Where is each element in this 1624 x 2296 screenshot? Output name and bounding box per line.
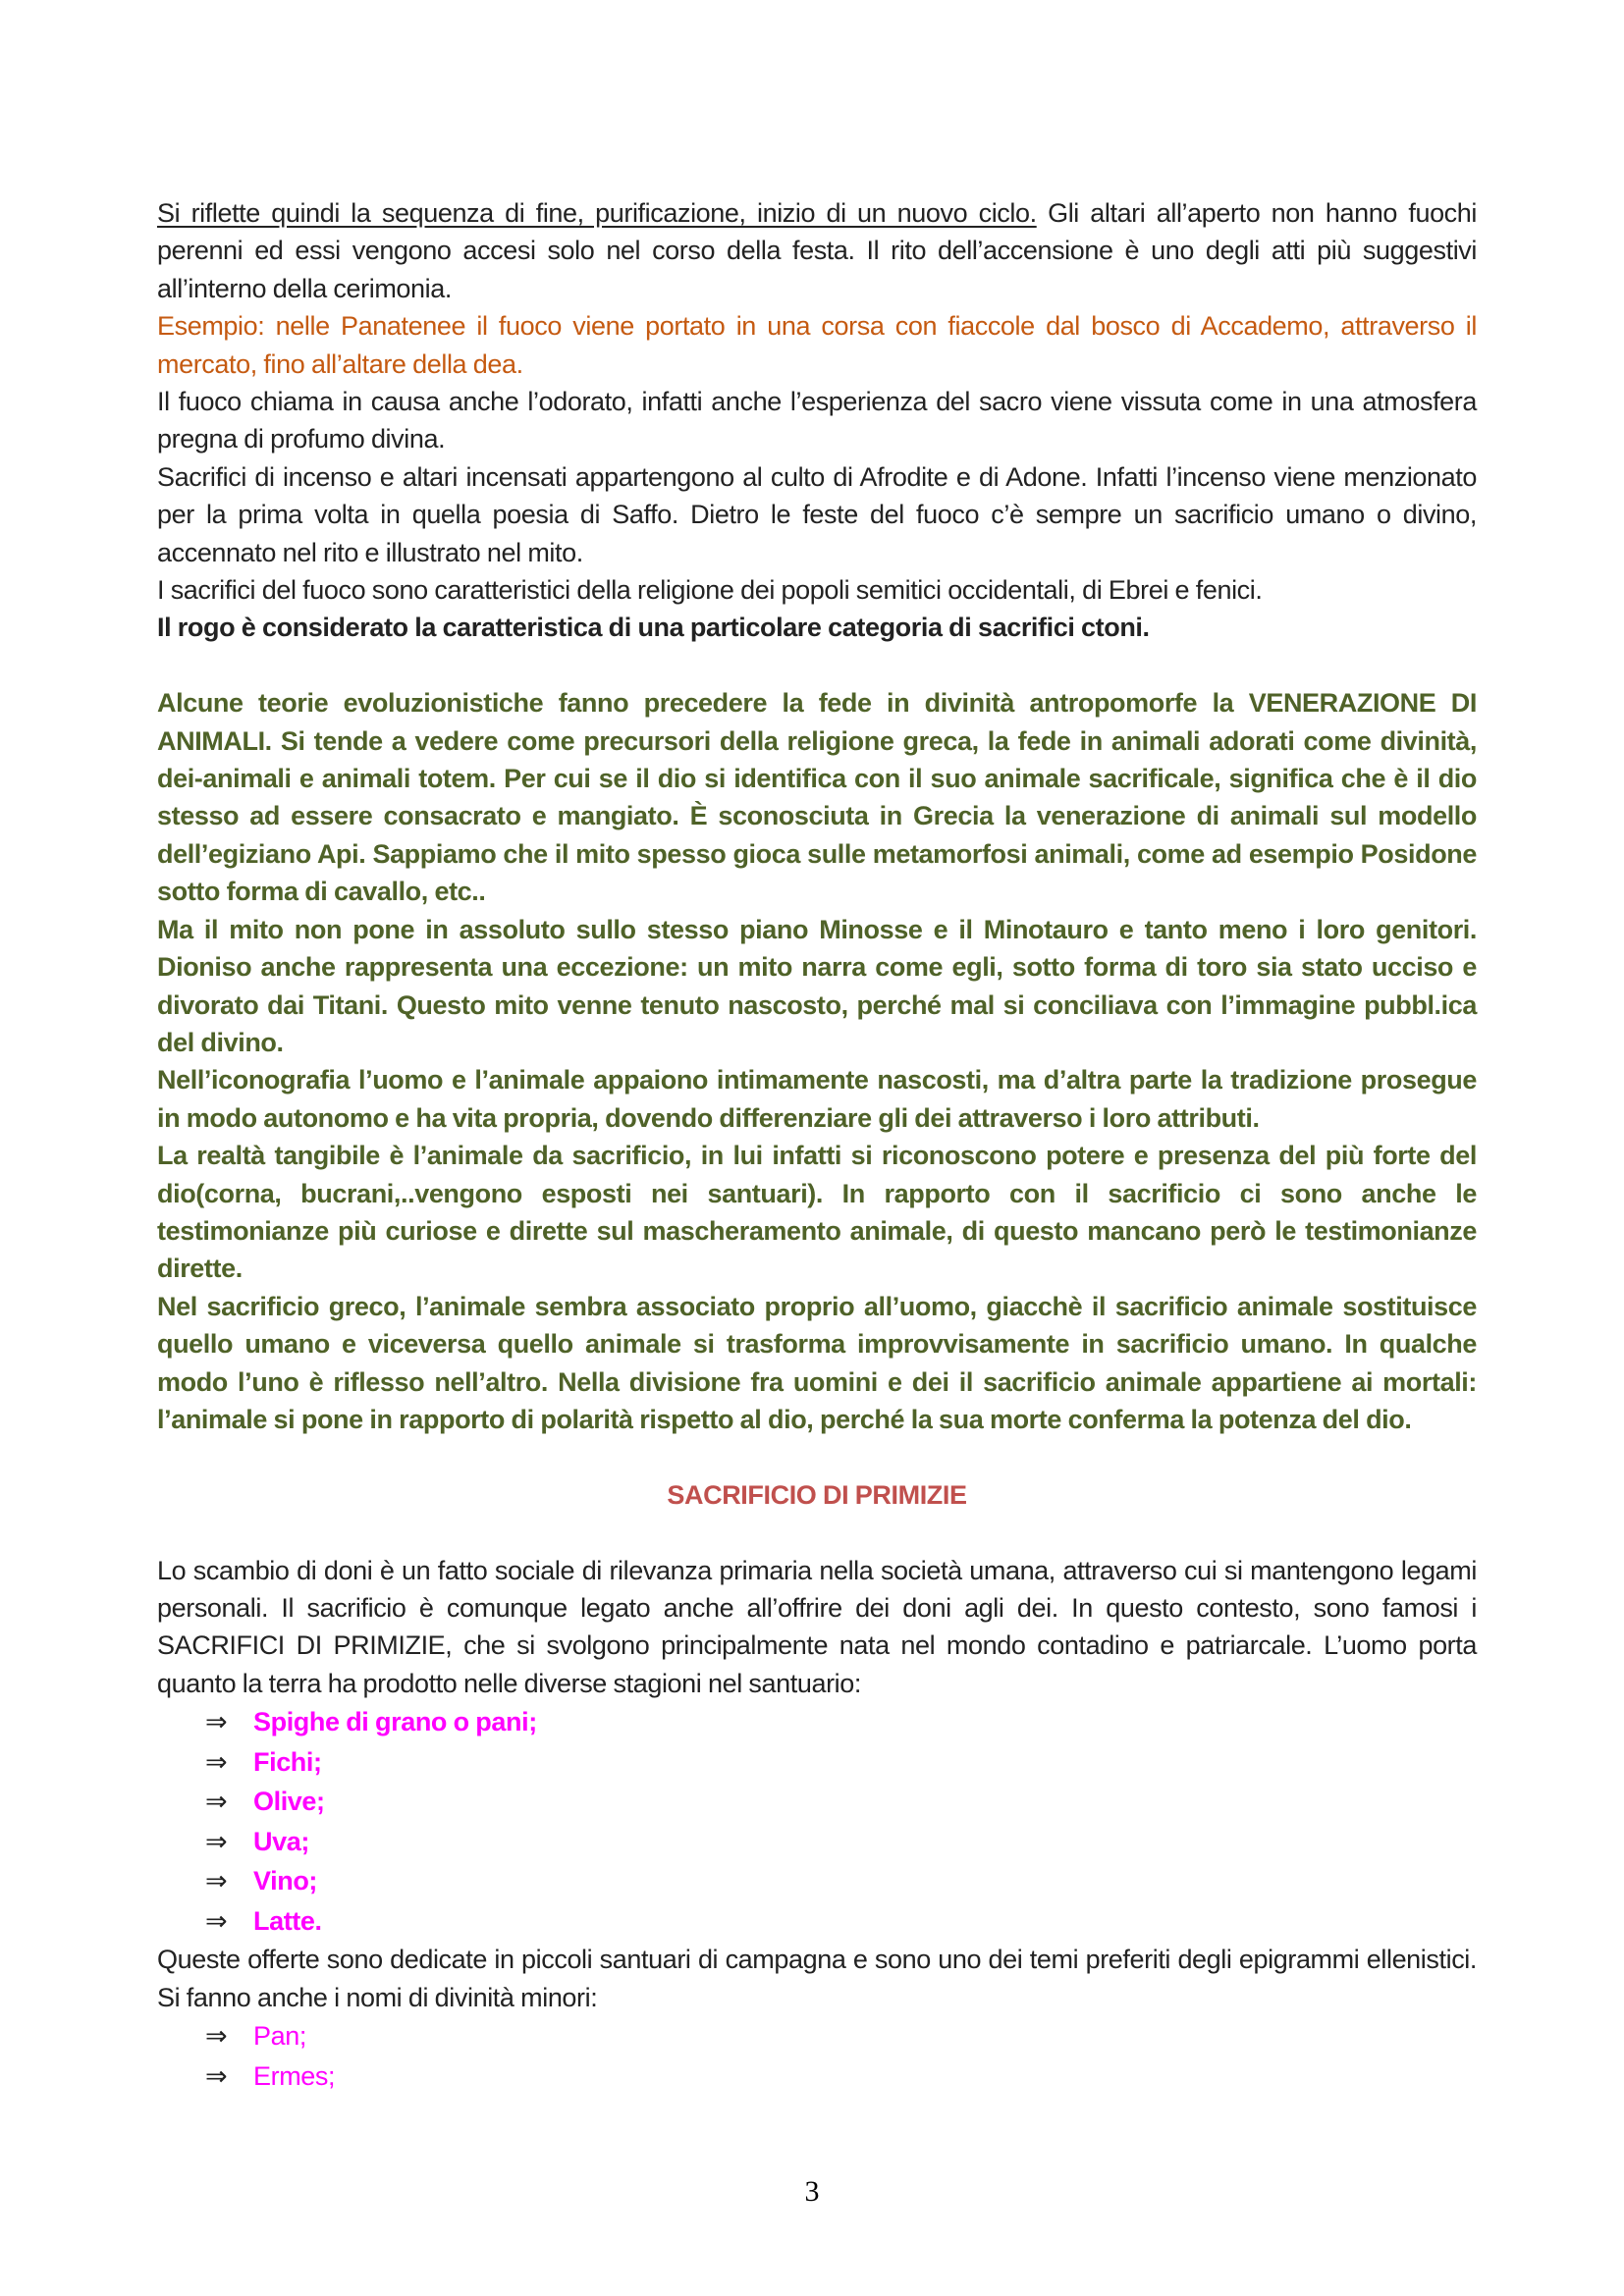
list-item	[205, 2056, 1477, 2097]
paragraph-fire-sacrifices: I sacrifici del fuoco sono caratteristici della religione dei popoli semitici occidentali, di Ebrei e fenici.	[157, 575, 1263, 606]
arrow-icon: ⇒	[205, 1866, 228, 1897]
section-heading: SACRIFICIO DI PRIMIZIE	[667, 1479, 967, 1510]
list-item	[205, 1742, 1477, 1783]
paragraph-text: Gli altari all’aperto non hanno fuochi perenni ed essi vengono accesi solo nel corso della festa. Il rito dell’accensione è uno degli atti più suggestivi all’interno della cerimonia.	[157, 198, 1477, 303]
page-number: 3	[804, 2175, 820, 2208]
underlined-sentence: Si riflette quindi la sequenza di fine, purificazione, inizio di un nuovo ciclo.	[157, 198, 1037, 228]
arrow-icon: ⇒	[205, 1787, 228, 1818]
spacer	[157, 1438, 1477, 1475]
list-item	[205, 2016, 1477, 2056]
list-item	[205, 1861, 1477, 1901]
offering-label: Vino;	[253, 1866, 317, 1896]
offerings-list	[157, 1702, 1477, 1941]
green-paragraph-2: Ma il mito non pone in assoluto sullo stesso piano Minosse e il Minotauro e tanto meno i loro genitori. Dioniso anche rappresenta una eccezione: un mito narra come egli, sotto forma di toro sia stato ucciso e divorato dai Titani. Questo mito venne tenuto nascosto, perché mal si conciliava con l’immagine pubbl.ica del divino.	[157, 914, 1477, 1057]
offering-label: Uva;	[253, 1826, 309, 1856]
arrow-icon: ⇒	[205, 1826, 228, 1857]
green-paragraph-3: Nell’iconografia l’uomo e l’animale appaiono intimamente nascosti, ma d’altra parte la tradizione prosegue in modo autonomo e ha vita propria, dovendo differenziare gli dei attraverso i loro attributi.	[157, 1065, 1477, 1133]
list-item	[205, 1782, 1477, 1822]
paragraph-cycle	[157, 194, 1477, 307]
arrow-icon: ⇒	[205, 1746, 228, 1778]
spacer	[157, 647, 1477, 684]
deity-label: Ermes;	[253, 2060, 336, 2091]
paragraph-incense: Sacrifici di incenso e altari incensati appartengono al culto di Afrodite e di Adone. Infatti l’incenso viene menzionato per la prima volta in quella poesia di Saffo. Dietro le feste del fuoco c’è sempre un sacrificio umano o divino, accennato nel rito e illustrato nel mito.	[157, 461, 1477, 567]
list-item	[205, 1822, 1477, 1862]
primizie-after: Queste offerte sono dedicate in piccoli santuari di campagna e sono uno dei temi preferiti degli epigrammi ellenistici. Si fanno anche i nomi di divinità minori:	[157, 1945, 1477, 2012]
offering-label: Olive;	[253, 1787, 325, 1817]
list-item	[205, 1702, 1477, 1742]
offering-label: Fichi;	[253, 1746, 322, 1777]
arrow-icon: ⇒	[205, 2060, 228, 2092]
example-paragraph: Esempio: nelle Panatenee il fuoco viene portato in una corsa con fiaccole dal bosco di Accademo, attraverso il mercato, fino all’altare della dea.	[157, 311, 1477, 379]
green-paragraph-4: La realtà tangibile è l’animale da sacrificio, in lui infatti si riconoscono potere e presenza del più forte del dio(corna, bucrani,..vengono esposti nei santuari). In rapporto con il sacrificio ci sono anche le testimonianze più curiose e dirette sul mascheramento animale, di questo mancano però le testimonianze dirette.	[157, 1141, 1477, 1284]
paragraph-pyre: Il rogo è considerato la caratteristica di una particolare categoria di sacrifici ctoni.	[157, 613, 1150, 643]
arrow-icon: ⇒	[205, 1905, 228, 1937]
green-paragraph-5: Nel sacrificio greco, l’animale sembra associato proprio all’uomo, giacchè il sacrificio animale sostituisce quello umano e viceversa quello animale si trasforma improvvisamente in sacrificio umano. In qualche modo l’uno è riflesso nell’altro. Nella divisione fra uomini e dei il sacrificio animale appartiene ai mortali: l’animale si pone in rapporto di polarità rispetto al dio, perché la sua morte conferma la potenza del dio.	[157, 1291, 1477, 1434]
spacer	[157, 1514, 1477, 1551]
paragraph-smell: Il fuoco chiama in causa anche l’odorato, infatti anche l’esperienza del sacro viene vissuta come in una atmosfera pregna di profumo divina.	[157, 387, 1477, 454]
deities-list	[157, 2016, 1477, 2096]
offering-label: Latte.	[253, 1905, 322, 1936]
primizie-intro: Lo scambio di doni è un fatto sociale di rilevanza primaria nella società umana, attraverso cui si mantengono legami personali. Il sacrificio è comunque legato anche all’offrire dei doni agli dei. In questo contesto, sono famosi i SACRIFICI DI PRIMIZIE, che si svolgono principalmente nata nel mondo contadino e patriarcale. L’uomo porta quanto la terra ha prodotto nelle diverse stagioni nel santuario:	[157, 1555, 1477, 1698]
green-paragraph-1: Alcune teorie evoluzionistiche fanno precedere la fede in divinità antropomorfe la VENERAZIONE DI ANIMALI. Si tende a vedere come precursori della religione greca, la fede in animali adorati come divinità, dei-animali e animali totem. Per cui se il dio si identifica con il suo animale sacrificale, significa che è il dio stesso ad essere consacrato e mangiato. È sconosciuta in Grecia la venerazione di animali sul modello dell’egiziano Api. Sappiamo che il mito spesso gioca sulle metamorfosi animali, come ad esempio Posidone sotto forma di cavallo, etc..	[157, 688, 1477, 907]
arrow-icon: ⇒	[205, 2021, 228, 2053]
deity-label: Pan;	[253, 2021, 306, 2052]
list-item	[205, 1901, 1477, 1942]
offering-label: Spighe di grano o pani;	[253, 1707, 537, 1737]
document-page	[157, 194, 1477, 2096]
arrow-icon: ⇒	[205, 1707, 228, 1738]
animal-veneration-section	[157, 684, 1477, 1438]
